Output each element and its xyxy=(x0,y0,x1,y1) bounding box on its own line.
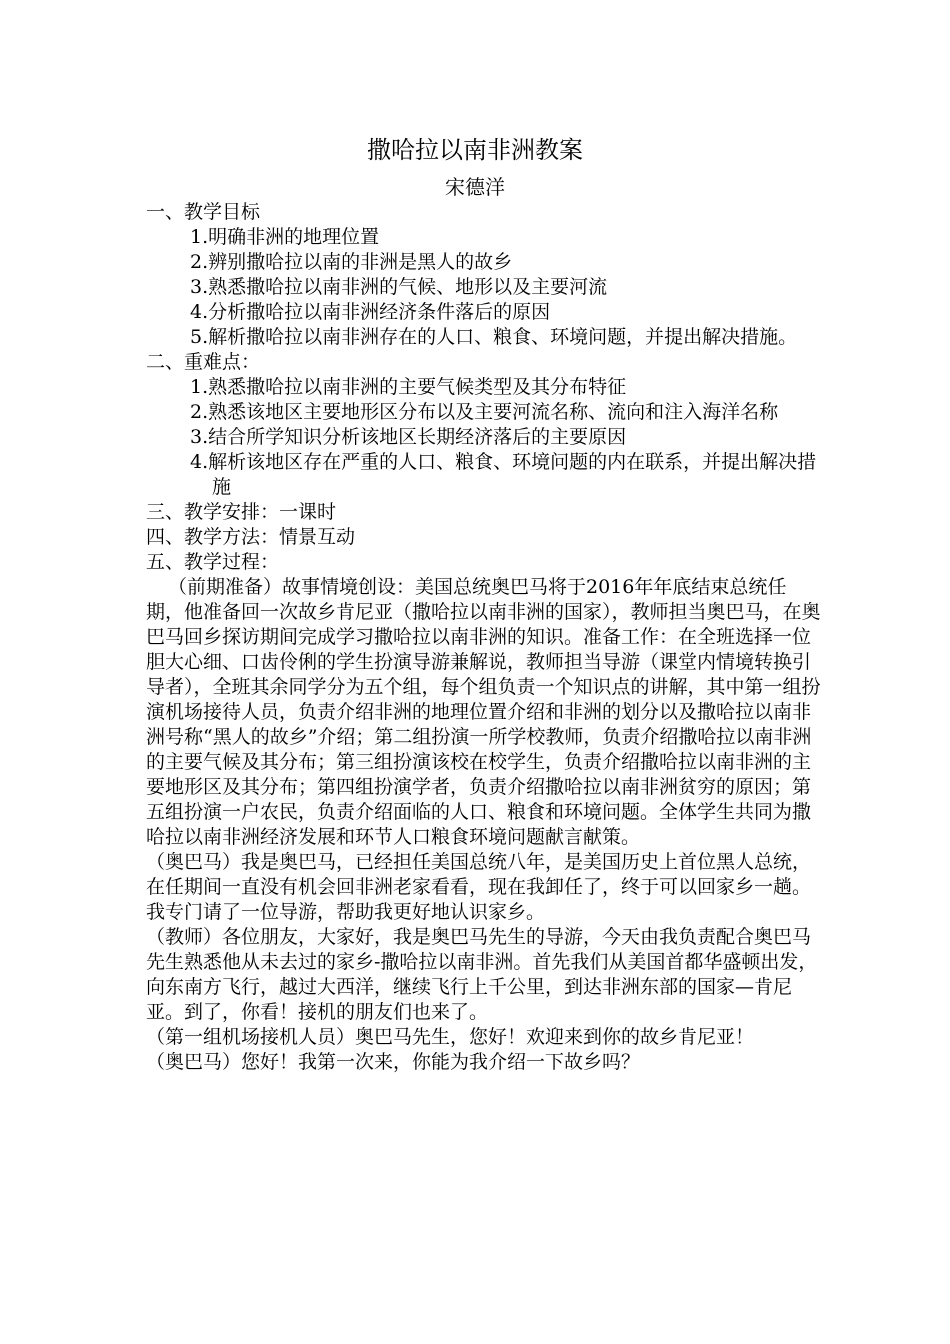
section-method: 四、教学方法：情景互动 xyxy=(146,526,356,548)
list-item: 5.解析撒哈拉以南非洲存在的人口、粮食、环境问题，并提出解决措施。 xyxy=(190,326,798,348)
document-title: 撒哈拉以南非洲教案 xyxy=(367,136,583,164)
list-item: 2.辨别撒哈拉以南的非洲是黑人的故乡 xyxy=(190,251,513,273)
list-item: 4.分析撒哈拉以南非洲经济条件落后的原因 xyxy=(190,301,551,323)
section-heading-process: 五、教学过程： xyxy=(146,551,280,573)
dialogue-paragraph: （奥巴马）您好！我第一次来，你能为我介绍一下故乡吗？ xyxy=(146,1051,641,1073)
list-item: 2.熟悉该地区主要地形区分布以及主要河流名称、流向和注入海洋名称 xyxy=(190,401,779,423)
list-item: 3.熟悉撒哈拉以南非洲的气候、地形以及主要河流 xyxy=(190,276,608,298)
section-heading-objectives: 一、教学目标 xyxy=(146,201,261,223)
document-body xyxy=(146,200,826,1075)
section-heading-key-points: 二、重难点： xyxy=(146,351,261,373)
dialogue-paragraph: （奥巴马）我是奥巴马，已经担任美国总统八年，是美国历史上首位黑人总统，在任期间一直没有机会回非洲老家看看，现在我卸任了，终于可以回家乡一趟。我专门请了一位导游，帮助我更好地认识家乡。 xyxy=(146,851,812,923)
dialogue-paragraph: （第一组机场接机人员）奥巴马先生，您好！欢迎来到你的故乡肯尼亚！ xyxy=(146,1026,755,1048)
section-arrangement: 三、教学安排：一课时 xyxy=(146,501,337,523)
process-intro-paragraph: （前期准备）故事情境创设：美国总统奥巴马将于2016年年底结束总统任期，他准备回一次故乡肯尼亚（撒哈拉以南非洲的国家），教师担当奥巴马，在奥巴马回乡探访期间完成学习撒哈拉以南非洲的知识。准备工作：在全班选择一位胆大心细、口齿伶俐的学生扮演导游兼解说，教师担当导游（课堂内情境转换引导者），全班其余同学分为五个组，每个组负责一个知识点的讲解，其中第一组扮演机场接待人员，负责介绍非洲的地理位置介绍和非洲的划分以及撒哈拉以南非洲号称“黑人的故乡”介绍；第二组扮演一所学校教师，负责介绍撒哈拉以南非洲的主要气候及其分布；第三组扮演该校在校学生，负责介绍撒哈拉以南非洲的主要地形区及其分布；第四组扮演学者，负责介绍撒哈拉以南非洲贫穷的原因；第五组扮演一户农民，负责介绍面临的人口、粮食和环境问题。全体学生共同为撒哈拉以南非洲经济发展和环节人口粮食环境问题献言献策。 xyxy=(146,576,821,848)
list-item: 1.熟悉撒哈拉以南非洲的主要气候类型及其分布特征 xyxy=(190,376,627,398)
list-item: 4.解析该地区存在严重的人口、粮食、环境问题的内在联系，并提出解决措施 xyxy=(190,451,817,498)
list-item: 1.明确非洲的地理位置 xyxy=(190,226,380,248)
list-item: 3.结合所学知识分析该地区长期经济落后的主要原因 xyxy=(190,426,627,448)
document-author: 宋德洋 xyxy=(445,175,505,199)
dialogue-paragraph: （教师）各位朋友，大家好，我是奥巴马先生的导游，今天由我负责配合奥巴马先生熟悉他从未去过的家乡-撒哈拉以南非洲。首先我们从美国首都华盛顿出发，向东南方飞行，越过大西洋，继续飞行上千公里，到达非洲东部的国家—肯尼亚。到了，你看！接机的朋友们也来了。 xyxy=(146,926,818,1023)
